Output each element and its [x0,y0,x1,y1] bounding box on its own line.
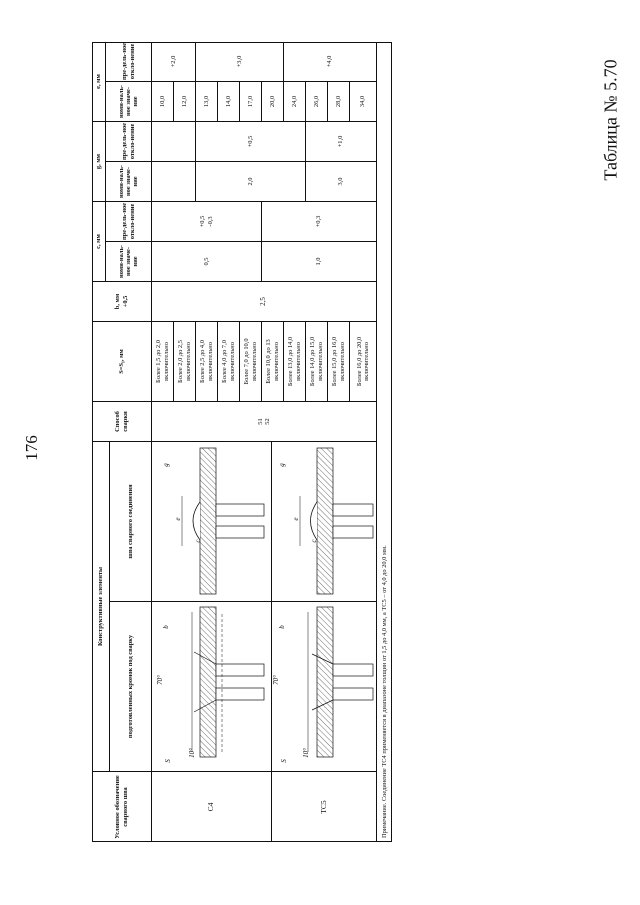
header-c-nominal: номи-наль-ное значе-ние [106,242,152,282]
e-nominal-row: 13,0 [196,82,218,122]
c-deviation-1-lower: -0,3 [206,216,214,227]
c4-c-label: c [194,539,203,543]
designation-tc5: ТС5 [272,772,377,842]
g-nominal-2: 3,0 [306,162,377,202]
e-nominal-row: 34,0 [350,82,377,122]
thickness-row: Более 4,0 до 7,0 включительно [218,322,240,402]
e-nominal-row: 26,0 [306,82,328,122]
c4-weld-figure [182,448,264,594]
tc5-c-label: c [310,539,319,543]
table-title: Таблица № 5.70 [600,59,621,181]
edges-drawing [152,602,377,772]
header-c-group: c, мм [92,202,106,282]
table-note: Примечание. Соединение ТС4 применяется в диапазоне толщин от 1,5 до 4,0 мм, а ТС5 – от 4,0 до 20,0 мм. [380,545,388,838]
header-e-deviation: пре-дель-ное откло-нение [106,42,152,82]
tc5-angle-label: 70° [272,675,281,685]
designation-c4: С4 [152,772,272,842]
c-deviation-1-upper: +0,5 [199,215,207,228]
c-deviation-2: +0,3 [262,202,377,242]
header-elements-group: Конструктивные элементы [92,442,110,772]
header-b-tolerance: +0,5 [121,295,129,308]
thickness-row: Более 2,0 до 2,5 включительно [174,322,196,402]
e-nominal-row: 10,0 [152,82,174,122]
c4-b-label: b [162,625,171,629]
header-designation: Условное обозначение сварного шва [92,772,152,842]
header-method: Способ сварки [92,402,152,442]
header-e-nominal: номи-наль-ное значе-ние [106,82,152,122]
method-value-51: 51 [256,418,264,425]
g-deviation-2: +1,0 [306,122,377,162]
tc5-b-label: b [278,625,287,629]
thickness-row: Более 1,5 до 2,0 включительно [152,322,174,402]
b-value-cell: 2,5 [152,282,377,322]
tc5-g-label: g [278,463,287,467]
thickness-row: Более 14,0 до 15,0 включительно [306,322,328,402]
header-prepared-edges: подготовленных кромок под сварку [110,602,152,772]
g-nominal-1: 2,0 [196,162,306,202]
header-c-deviation: пре-дель-ное откло-нение [106,202,152,242]
tc5-weld-figure [300,448,373,594]
e-nominal-row: 20,0 [262,82,284,122]
e-deviation-3: +4,0 [284,42,377,82]
header-g-nominal: номи-наль-ное значе-ние [106,162,152,202]
c-nominal-1: 0,5 [152,242,262,282]
c4-e-label: e [174,517,183,521]
tc5-e-label: e [292,517,301,521]
g-deviation-1: +0,5 [196,122,306,162]
c4-s-label: S [164,759,173,763]
e-nominal-row: 17,0 [240,82,262,122]
c4-edges-figure [192,607,264,757]
c4-angle-label: 70° [156,675,165,685]
header-e-group: e, мм [92,42,106,122]
method-value-52: 52 [264,418,271,425]
method-cell [152,402,377,442]
e-nominal-row: 12,0 [174,82,196,122]
g-deviation-empty [152,122,196,162]
g-nominal-empty [152,162,196,202]
e-nominal-row: 28,0 [328,82,350,122]
tc5-root-angle-label: 10° [302,748,311,758]
c-deviation-1 [152,202,262,242]
header-thickness: S=S₁, мм [92,322,152,402]
header-g-deviation: пре-дель-ное откло-нение [106,122,152,162]
thickness-row: Более 2,5 до 4,0 включительно [196,322,218,402]
thickness-row: Более 10,0 до 13 включительно [262,322,284,402]
thickness-row: Более 7,0 до 10,0 включительно [240,322,262,402]
thickness-row: Более 15,0 до 16,0 включительно [328,322,350,402]
e-deviation-1: +2,0 [152,42,196,82]
e-deviation-2: +3,0 [196,42,284,82]
table-rotated-wrapper [92,42,392,842]
c4-root-angle-label: 10° [188,748,197,758]
header-b [92,282,152,322]
c4-g-label: g [162,463,171,467]
e-nominal-row: 24,0 [284,82,306,122]
tc5-s-label: S [280,759,289,763]
header-g-group: g, мм [92,122,106,202]
tc5-edges-figure [308,607,373,757]
weld-parameters-table [92,42,392,842]
c-nominal-2: 1,0 [262,242,377,282]
header-weld-seam: шва сварного соединения [110,442,152,602]
page-number: 176 [22,435,41,461]
thickness-row: Более 13,0 до 14,0 включительно [284,322,306,402]
e-nominal-row: 14,0 [218,82,240,122]
thickness-row: Более 16,0 до 20,0 включительно [350,322,377,402]
weld-drawing [152,442,377,602]
header-b-label: b, мм [114,293,122,310]
